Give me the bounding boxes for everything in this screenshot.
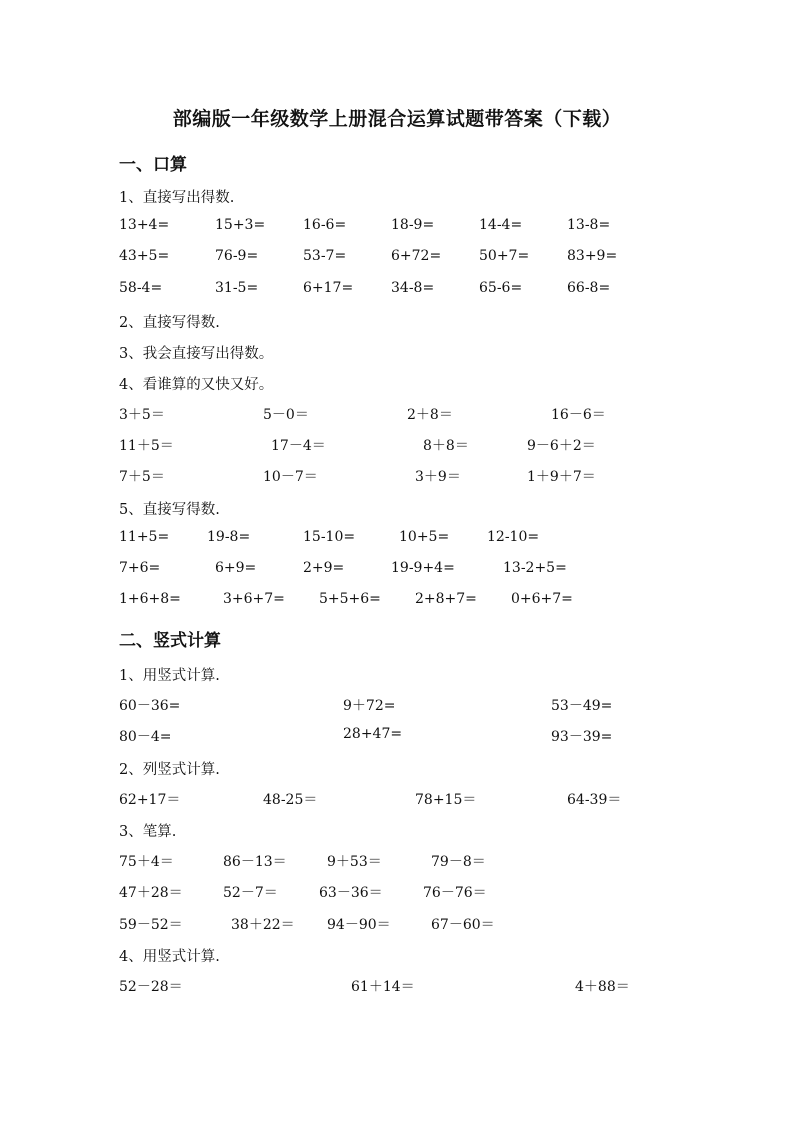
problem: 93－39= [551,729,613,745]
problem: 10+5= [399,529,450,545]
problem: 53－49= [551,698,613,714]
problem: 2＋8＝ [407,407,453,423]
problem: 78+15＝ [415,792,477,808]
problem: 14-4= [479,217,523,233]
problem: 7＋5＝ [119,469,165,485]
problem-row [0,851,794,871]
problem: 63－36＝ [319,885,383,901]
problem: 1+6+8= [119,591,181,607]
problem: 66-8= [567,280,611,296]
problem: 34-8= [391,280,435,296]
problem: 7+6= [119,560,161,576]
problem: 48-25＝ [263,792,318,808]
problem: 80－4= [119,729,172,745]
problem: 16-6= [303,217,347,233]
section-heading-oral: 一、口算 [119,155,187,175]
problem: 6+17= [303,280,354,296]
problem: 4＋88＝ [575,979,630,995]
problem: 60－36= [119,698,181,714]
problem: 3＋9＝ [415,469,461,485]
problem: 6+72= [391,248,442,264]
problem: 19-8= [207,529,251,545]
problem: 52－28＝ [119,979,183,995]
problem-row [0,248,794,268]
problem-row [0,976,794,996]
problem-row [0,466,794,486]
problem: 12-10= [487,529,540,545]
problem: 0+6+7= [511,591,573,607]
problem: 94－90＝ [327,917,391,933]
problem-row [0,217,794,237]
problem-row [0,695,794,715]
problem-row [0,560,794,580]
problem: 75＋4＝ [119,854,174,870]
problem: 61＋14＝ [351,979,415,995]
problem: 11＋5＝ [119,438,174,454]
question-label: 3、笔算. [119,824,177,840]
problem: 86－13＝ [223,854,287,870]
problem: 10－7＝ [263,469,318,485]
problem: 76－76＝ [423,885,487,901]
problem: 58-4= [119,280,163,296]
problem: 47＋28＝ [119,885,183,901]
problem: 13+4= [119,217,170,233]
problem: 15-10= [303,529,356,545]
problem-row [0,882,794,902]
problem: 19-9+4= [391,560,455,576]
problem-row [0,280,794,300]
problem: 79－8＝ [431,854,486,870]
problem: 1＋9＋7＝ [527,469,596,485]
page-title: 部编版一年级数学上册混合运算试题带答案（下载） [172,108,622,130]
problem: 76-9= [215,248,259,264]
problem: 13-2+5= [503,560,567,576]
question-label: 1、用竖式计算. [119,668,220,684]
problem-row [0,789,794,809]
problem-row [0,591,794,611]
problem: 67－60＝ [431,917,495,933]
question-label: 2、列竖式计算. [119,762,220,778]
question-label: 1、直接写出得数. [119,190,235,206]
problem: 31-5= [215,280,259,296]
problem: 13-8= [567,217,611,233]
problem: 65-6= [479,280,523,296]
problem-row [0,914,794,934]
problem: 53-7= [303,248,347,264]
problem: 2+8+7= [415,591,477,607]
problem: 64-39＝ [567,792,622,808]
problem: 62+17＝ [119,792,181,808]
problem-row [0,404,794,424]
problem: 9＋72= [343,698,396,714]
question-label: 3、我会直接写出得数。 [119,346,274,362]
problem: 18-9= [391,217,435,233]
problem: 9＋53＝ [327,854,382,870]
problem: 59－52＝ [119,917,183,933]
problem: 38＋22＝ [231,917,295,933]
problem: 9－6＋2＝ [527,438,596,454]
question-label: 5、直接写得数. [119,502,220,518]
problem-row [0,435,794,455]
problem: 50+7= [479,248,530,264]
problem: 15+3= [215,217,266,233]
problem: 2+9= [303,560,345,576]
problem: 28+47= [343,726,403,742]
section-heading-vertical: 二、竖式计算 [119,631,221,651]
question-label: 2、直接写得数. [119,315,220,331]
problem: 6+9= [215,560,257,576]
problem: 11+5= [119,529,170,545]
problem: 8＋8＝ [423,438,469,454]
question-label: 4、看谁算的又快又好。 [119,377,274,393]
problem-row [0,529,794,549]
problem: 16－6＝ [551,407,606,423]
problem: 5+5+6= [319,591,381,607]
question-label: 4、用竖式计算. [119,949,220,965]
problem: 52－7＝ [223,885,278,901]
problem: 3+6+7= [223,591,285,607]
problem: 17－4＝ [271,438,326,454]
problem: 5－0＝ [263,407,309,423]
problem: 83+9= [567,248,618,264]
problem-row [0,726,794,746]
problem: 3＋5＝ [119,407,165,423]
problem: 43+5= [119,248,170,264]
